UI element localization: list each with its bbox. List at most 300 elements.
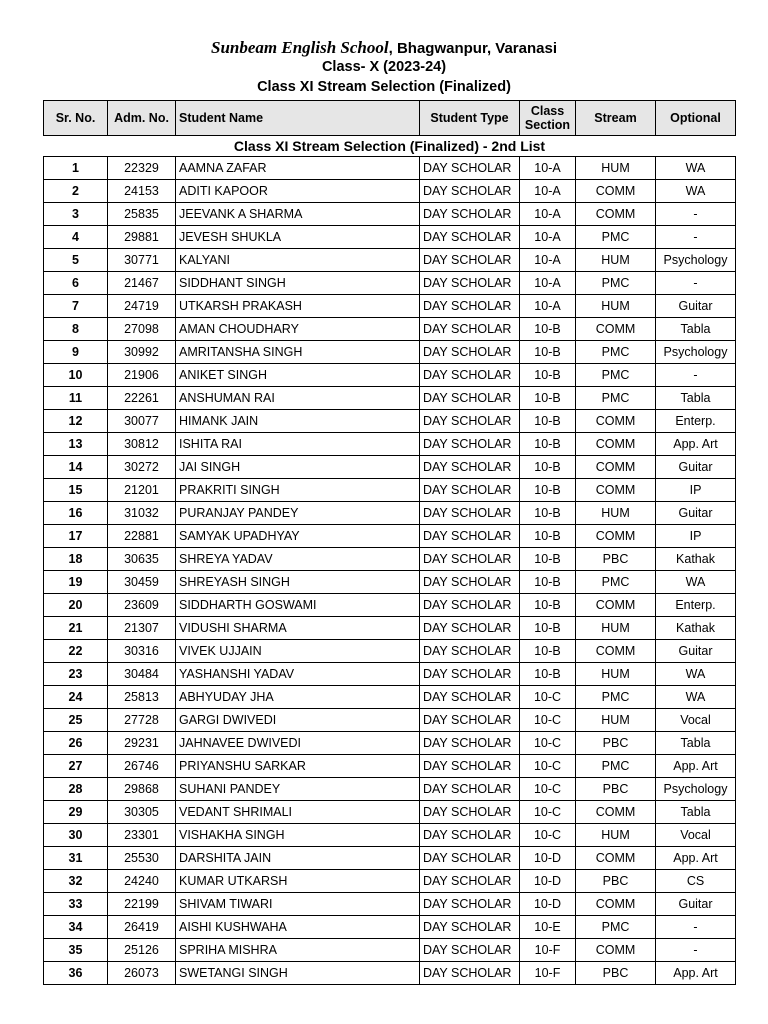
optional-cell: App. Art [656,847,736,870]
student-name-cell: ABHYUDAY JHA [176,686,420,709]
adm-no-cell: 25813 [108,686,176,709]
stream-cell: PMC [576,341,656,364]
class-section-cell: 10-B [520,433,576,456]
table-row [44,640,736,663]
sr-no-cell: 8 [44,318,108,341]
sr-no-cell: 33 [44,893,108,916]
student-name-cell: KALYANI [176,249,420,272]
adm-no-cell: 30077 [108,410,176,433]
col-student-type: Student Type [420,101,520,136]
student-type-cell: DAY SCHOLAR [420,732,520,755]
adm-no-cell: 21467 [108,272,176,295]
student-type-cell: DAY SCHOLAR [420,801,520,824]
class-section-cell: 10-F [520,939,576,962]
school-title [0,38,768,57]
adm-no-cell: 26073 [108,962,176,985]
student-type-cell: DAY SCHOLAR [420,295,520,318]
sr-no-cell: 2 [44,180,108,203]
stream-cell: PMC [576,387,656,410]
student-name-cell: SHREYA YADAV [176,548,420,571]
table-row [44,847,736,870]
student-type-cell: DAY SCHOLAR [420,824,520,847]
col-optional: Optional [656,101,736,136]
adm-no-cell: 23609 [108,594,176,617]
adm-no-cell: 22881 [108,525,176,548]
table-row [44,341,736,364]
student-type-cell: DAY SCHOLAR [420,157,520,180]
table-row [44,594,736,617]
table-row [44,548,736,571]
table-row [44,755,736,778]
student-name-cell: VISHAKHA SINGH [176,824,420,847]
stream-cell: PMC [576,571,656,594]
optional-cell: App. Art [656,433,736,456]
student-type-cell: DAY SCHOLAR [420,479,520,502]
student-name-cell: JAHNAVEE DWIVEDI [176,732,420,755]
stream-cell: COMM [576,939,656,962]
stream-cell: PMC [576,686,656,709]
sr-no-cell: 17 [44,525,108,548]
document-title: Class XI Stream Selection (Finalized) [257,79,511,95]
table-row [44,318,736,341]
col-stream: Stream [576,101,656,136]
table-row [44,824,736,847]
stream-cell: COMM [576,640,656,663]
sr-no-cell: 3 [44,203,108,226]
student-type-cell: DAY SCHOLAR [420,916,520,939]
student-name-cell: PRIYANSHU SARKAR [176,755,420,778]
stream-cell: COMM [576,180,656,203]
stream-cell: COMM [576,594,656,617]
class-section-cell: 10-B [520,617,576,640]
student-name-cell: JAI SINGH [176,456,420,479]
class-section-cell: 10-F [520,962,576,985]
adm-no-cell: 31032 [108,502,176,525]
table-row [44,571,736,594]
stream-cell: HUM [576,295,656,318]
class-section-cell: 10-B [520,387,576,410]
sr-no-cell: 28 [44,778,108,801]
table-subheading: Class XI Stream Selection (Finalized) - 2nd List [233,138,546,154]
class-section-cell: 10-C [520,686,576,709]
sr-no-cell: 29 [44,801,108,824]
class-section-cell: 10-A [520,295,576,318]
optional-cell: Kathak [656,548,736,571]
stream-cell: PBC [576,732,656,755]
stream-cell: PMC [576,364,656,387]
class-section-cell: 10-A [520,272,576,295]
col-class-section: Class Section [520,101,576,136]
adm-no-cell: 24240 [108,870,176,893]
student-name-cell: SIDDHANT SINGH [176,272,420,295]
adm-no-cell: 21906 [108,364,176,387]
sr-no-cell: 32 [44,870,108,893]
student-name-cell: GARGI DWIVEDI [176,709,420,732]
stream-cell: PMC [576,226,656,249]
sr-no-cell: 5 [44,249,108,272]
class-section-cell: 10-B [520,364,576,387]
stream-cell: PMC [576,755,656,778]
class-section-cell: 10-C [520,801,576,824]
sr-no-cell: 35 [44,939,108,962]
table-row [44,364,736,387]
class-section-cell: 10-C [520,824,576,847]
adm-no-cell: 30992 [108,341,176,364]
stream-cell: PMC [576,916,656,939]
student-type-cell: DAY SCHOLAR [420,640,520,663]
student-name-cell: PURANJAY PANDEY [176,502,420,525]
sr-no-cell: 23 [44,663,108,686]
student-name-cell: SAMYAK UPADHYAY [176,525,420,548]
stream-cell: COMM [576,479,656,502]
optional-cell: Vocal [656,709,736,732]
student-name-cell: SIDDHARTH GOSWAMI [176,594,420,617]
optional-cell: IP [656,479,736,502]
class-section-cell: 10-E [520,916,576,939]
class-section-cell: 10-B [520,502,576,525]
student-type-cell: DAY SCHOLAR [420,962,520,985]
col-sr-no: Sr. No. [44,101,108,136]
stream-cell: COMM [576,203,656,226]
stream-cell: COMM [576,847,656,870]
student-type-cell: DAY SCHOLAR [420,203,520,226]
class-section-cell: 10-D [520,847,576,870]
stream-cell: PBC [576,962,656,985]
adm-no-cell: 24719 [108,295,176,318]
student-type-cell: DAY SCHOLAR [420,617,520,640]
student-type-cell: DAY SCHOLAR [420,594,520,617]
table-row [44,801,736,824]
table-subheading-row [44,136,736,157]
table-row [44,502,736,525]
optional-cell: CS [656,870,736,893]
table-row [44,939,736,962]
sr-no-cell: 4 [44,226,108,249]
stream-cell: HUM [576,824,656,847]
stream-cell: PBC [576,778,656,801]
class-section-cell: 10-A [520,226,576,249]
student-name-cell: AISHI KUSHWAHA [176,916,420,939]
student-name-cell: YASHANSHI YADAV [176,663,420,686]
sr-no-cell: 14 [44,456,108,479]
adm-no-cell: 30305 [108,801,176,824]
sr-no-cell: 36 [44,962,108,985]
col-adm-no: Adm. No. [108,101,176,136]
adm-no-cell: 23301 [108,824,176,847]
student-type-cell: DAY SCHOLAR [420,180,520,203]
stream-cell: HUM [576,709,656,732]
optional-cell: App. Art [656,755,736,778]
class-section-cell: 10-B [520,341,576,364]
class-section-cell: 10-B [520,479,576,502]
adm-no-cell: 22261 [108,387,176,410]
adm-no-cell: 27098 [108,318,176,341]
class-section-cell: 10-B [520,456,576,479]
student-type-cell: DAY SCHOLAR [420,433,520,456]
student-name-cell: ANSHUMAN RAI [176,387,420,410]
adm-no-cell: 30316 [108,640,176,663]
adm-no-cell: 26746 [108,755,176,778]
adm-no-cell: 25835 [108,203,176,226]
document-header [0,38,768,97]
table-row [44,686,736,709]
table-row [44,962,736,985]
table-row [44,203,736,226]
optional-cell: WA [656,180,736,203]
stream-cell: PBC [576,548,656,571]
adm-no-cell: 22329 [108,157,176,180]
stream-cell: COMM [576,318,656,341]
table-row [44,295,736,318]
optional-cell: WA [656,157,736,180]
stream-cell: COMM [576,456,656,479]
stream-cell: HUM [576,157,656,180]
class-section-cell: 10-B [520,663,576,686]
table-row [44,410,736,433]
class-section-cell: 10-C [520,732,576,755]
student-name-cell: AAMNA ZAFAR [176,157,420,180]
table-row [44,226,736,249]
sr-no-cell: 16 [44,502,108,525]
optional-cell: Psychology [656,341,736,364]
sr-no-cell: 6 [44,272,108,295]
optional-cell: Tabla [656,387,736,410]
sr-no-cell: 20 [44,594,108,617]
student-name-cell: SHREYASH SINGH [176,571,420,594]
table-row [44,709,736,732]
class-section-cell: 10-C [520,709,576,732]
optional-cell: - [656,939,736,962]
student-type-cell: DAY SCHOLAR [420,548,520,571]
adm-no-cell: 21307 [108,617,176,640]
stream-cell: PMC [576,272,656,295]
student-name-cell: ADITI KAPOOR [176,180,420,203]
sr-no-cell: 24 [44,686,108,709]
student-name-cell: ANIKET SINGH [176,364,420,387]
table-row [44,732,736,755]
student-name-cell: JEVESH SHUKLA [176,226,420,249]
school-location: , Bhagwanpur, Varanasi [388,40,558,57]
optional-cell: WA [656,686,736,709]
optional-cell: Guitar [656,456,736,479]
optional-cell: Tabla [656,318,736,341]
class-section-cell: 10-B [520,594,576,617]
sr-no-cell: 9 [44,341,108,364]
student-type-cell: DAY SCHOLAR [420,709,520,732]
col-student-name: Student Name [176,101,420,136]
class-section-cell: 10-C [520,778,576,801]
stream-cell: COMM [576,525,656,548]
class-line: Class- X (2023-24) [321,59,447,75]
table-row [44,456,736,479]
adm-no-cell: 30771 [108,249,176,272]
class-section-cell: 10-D [520,893,576,916]
student-name-cell: SWETANGI SINGH [176,962,420,985]
table-row [44,525,736,548]
sr-no-cell: 34 [44,916,108,939]
adm-no-cell: 30812 [108,433,176,456]
sr-no-cell: 22 [44,640,108,663]
stream-cell: COMM [576,433,656,456]
adm-no-cell: 29231 [108,732,176,755]
sr-no-cell: 13 [44,433,108,456]
student-name-cell: AMAN CHOUDHARY [176,318,420,341]
optional-cell: - [656,272,736,295]
stream-selection-table [43,100,736,985]
stream-cell: PBC [576,870,656,893]
optional-cell: Guitar [656,893,736,916]
student-name-cell: VIDUSHI SHARMA [176,617,420,640]
student-type-cell: DAY SCHOLAR [420,387,520,410]
student-name-cell: DARSHITA JAIN [176,847,420,870]
sr-no-cell: 21 [44,617,108,640]
sr-no-cell: 11 [44,387,108,410]
table-row [44,893,736,916]
student-type-cell: DAY SCHOLAR [420,663,520,686]
table-row [44,157,736,180]
class-section-cell: 10-B [520,525,576,548]
class-section-cell: 10-A [520,157,576,180]
optional-cell: WA [656,571,736,594]
table-row [44,433,736,456]
stream-cell: COMM [576,410,656,433]
student-type-cell: DAY SCHOLAR [420,893,520,916]
stream-cell: HUM [576,617,656,640]
adm-no-cell: 30484 [108,663,176,686]
optional-cell: Guitar [656,295,736,318]
student-name-cell: ISHITA RAI [176,433,420,456]
adm-no-cell: 30272 [108,456,176,479]
student-type-cell: DAY SCHOLAR [420,778,520,801]
optional-cell: Guitar [656,502,736,525]
optional-cell: Kathak [656,617,736,640]
student-type-cell: DAY SCHOLAR [420,364,520,387]
sr-no-cell: 19 [44,571,108,594]
stream-cell: HUM [576,249,656,272]
sr-no-cell: 30 [44,824,108,847]
sr-no-cell: 7 [44,295,108,318]
student-type-cell: DAY SCHOLAR [420,502,520,525]
student-name-cell: SPRIHA MISHRA [176,939,420,962]
adm-no-cell: 21201 [108,479,176,502]
student-name-cell: SHIVAM TIWARI [176,893,420,916]
stream-cell: HUM [576,502,656,525]
student-name-cell: AMRITANSHA SINGH [176,341,420,364]
class-section-cell: 10-B [520,571,576,594]
stream-cell: COMM [576,893,656,916]
table-row [44,778,736,801]
adm-no-cell: 24153 [108,180,176,203]
optional-cell: Guitar [656,640,736,663]
student-type-cell: DAY SCHOLAR [420,456,520,479]
optional-cell: WA [656,663,736,686]
optional-cell: Enterp. [656,594,736,617]
student-type-cell: DAY SCHOLAR [420,226,520,249]
class-section-cell: 10-A [520,180,576,203]
class-section-cell: 10-D [520,870,576,893]
adm-no-cell: 29881 [108,226,176,249]
table-row [44,916,736,939]
adm-no-cell: 26419 [108,916,176,939]
student-type-cell: DAY SCHOLAR [420,686,520,709]
class-section-cell: 10-A [520,203,576,226]
optional-cell: App. Art [656,962,736,985]
student-name-cell: SUHANI PANDEY [176,778,420,801]
table-row [44,479,736,502]
optional-cell: - [656,203,736,226]
stream-cell: HUM [576,663,656,686]
student-type-cell: DAY SCHOLAR [420,525,520,548]
student-type-cell: DAY SCHOLAR [420,272,520,295]
sr-no-cell: 18 [44,548,108,571]
school-name: Sunbeam English School [210,38,389,57]
student-name-cell: HIMANK JAIN [176,410,420,433]
optional-cell: Enterp. [656,410,736,433]
class-section-cell: 10-C [520,755,576,778]
table-row [44,663,736,686]
class-section-cell: 10-B [520,548,576,571]
table-row [44,870,736,893]
stream-cell: COMM [576,801,656,824]
student-name-cell: UTKARSH PRAKASH [176,295,420,318]
optional-cell: Tabla [656,732,736,755]
student-type-cell: DAY SCHOLAR [420,410,520,433]
student-type-cell: DAY SCHOLAR [420,318,520,341]
student-name-cell: JEEVANK A SHARMA [176,203,420,226]
student-name-cell: VEDANT SHRIMALI [176,801,420,824]
student-type-cell: DAY SCHOLAR [420,939,520,962]
class-section-cell: 10-A [520,249,576,272]
adm-no-cell: 27728 [108,709,176,732]
student-name-cell: KUMAR UTKARSH [176,870,420,893]
adm-no-cell: 29868 [108,778,176,801]
optional-cell: - [656,916,736,939]
optional-cell: Psychology [656,778,736,801]
student-name-cell: VIVEK UJJAIN [176,640,420,663]
optional-cell: IP [656,525,736,548]
sr-no-cell: 15 [44,479,108,502]
student-type-cell: DAY SCHOLAR [420,870,520,893]
optional-cell: - [656,364,736,387]
student-type-cell: DAY SCHOLAR [420,571,520,594]
adm-no-cell: 30635 [108,548,176,571]
adm-no-cell: 25126 [108,939,176,962]
table-row [44,272,736,295]
sr-no-cell: 31 [44,847,108,870]
table-row [44,387,736,410]
table-row [44,249,736,272]
optional-cell: Vocal [656,824,736,847]
student-type-cell: DAY SCHOLAR [420,755,520,778]
adm-no-cell: 22199 [108,893,176,916]
student-type-cell: DAY SCHOLAR [420,341,520,364]
sr-no-cell: 10 [44,364,108,387]
student-type-cell: DAY SCHOLAR [420,847,520,870]
sr-no-cell: 26 [44,732,108,755]
adm-no-cell: 30459 [108,571,176,594]
sr-no-cell: 27 [44,755,108,778]
table-row [44,617,736,640]
student-name-cell: PRAKRITI SINGH [176,479,420,502]
optional-cell: - [656,226,736,249]
sr-no-cell: 12 [44,410,108,433]
adm-no-cell: 25530 [108,847,176,870]
table-header-row [44,101,736,136]
optional-cell: Tabla [656,801,736,824]
sr-no-cell: 1 [44,157,108,180]
class-section-cell: 10-B [520,410,576,433]
optional-cell: Psychology [656,249,736,272]
